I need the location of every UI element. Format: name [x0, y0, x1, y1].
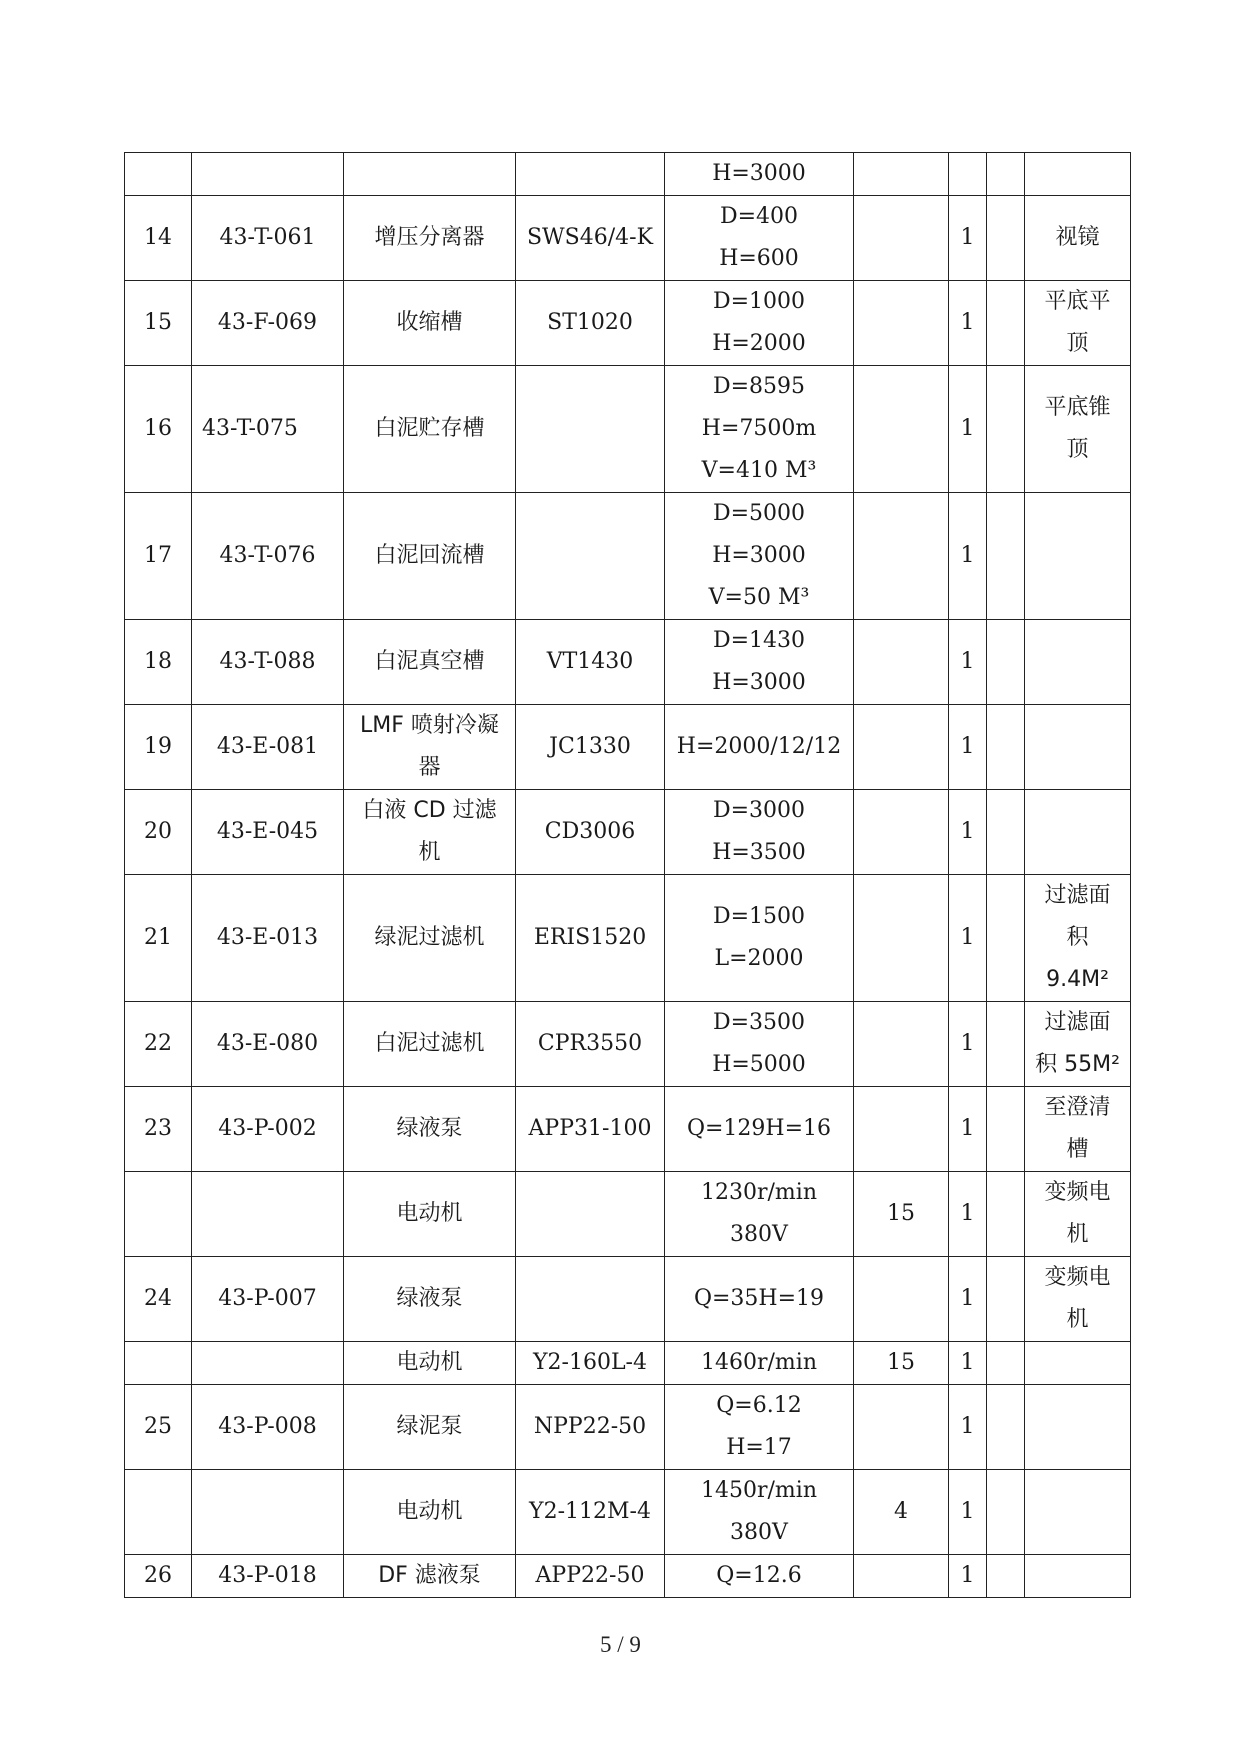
cell-extra	[987, 281, 1025, 366]
cell-equipment-name	[344, 196, 516, 281]
cell-model: ERIS1520	[516, 875, 665, 1002]
table-row	[125, 1002, 1131, 1087]
cell-equipment-name-line: 白泥真空槽	[374, 649, 485, 674]
cell-specification	[665, 281, 854, 366]
cell-specification-line: 380V	[730, 1520, 788, 1545]
cell-model: VT1430	[516, 620, 665, 705]
cell-remark-line: 过滤面	[1044, 1010, 1111, 1035]
cell-tag-number: 43-P-007	[192, 1257, 344, 1342]
table-row	[125, 1342, 1131, 1385]
cell-specification-line: D=8595	[712, 374, 806, 399]
cell-extra	[987, 790, 1025, 875]
cell-quantity	[949, 153, 987, 196]
cell-equipment-name	[344, 1002, 516, 1087]
cell-quantity: 1	[949, 790, 987, 875]
cell-power: 4	[854, 1470, 949, 1555]
cell-specification-line: H=3500	[712, 840, 806, 865]
cell-equipment-name-line: 电动机	[396, 1499, 463, 1524]
cell-equipment-name	[344, 620, 516, 705]
cell-model	[516, 493, 665, 620]
cell-remark-line: 变频电	[1044, 1265, 1111, 1290]
cell-specification-line: D=5000	[712, 501, 806, 526]
cell-model	[516, 366, 665, 493]
cell-tag-number: 43-T-088	[192, 620, 344, 705]
cell-tag-number: 43-P-008	[192, 1385, 344, 1470]
cell-remark-line: 变频电	[1044, 1180, 1111, 1205]
cell-tag-number: 43-P-002	[192, 1087, 344, 1172]
cell-specification	[665, 366, 854, 493]
cell-tag-number	[192, 1342, 344, 1385]
cell-specification	[665, 196, 854, 281]
cell-quantity: 1	[949, 1172, 987, 1257]
cell-equipment-name-line: 器	[418, 755, 441, 780]
cell-specification-line: 1230r/min	[701, 1180, 817, 1205]
table-row	[125, 366, 1131, 493]
cell-item-no: 15	[125, 281, 192, 366]
cell-remark	[1025, 1555, 1131, 1598]
cell-quantity: 1	[949, 705, 987, 790]
cell-quantity: 1	[949, 1470, 987, 1555]
cell-tag-number: 43-E-081	[192, 705, 344, 790]
cell-extra	[987, 875, 1025, 1002]
cell-quantity: 1	[949, 281, 987, 366]
cell-item-no	[125, 1470, 192, 1555]
cell-remark-line: 机	[1066, 1307, 1089, 1332]
cell-specification-line: D=1500	[712, 904, 806, 929]
cell-model: APP22-50	[516, 1555, 665, 1598]
table-row	[125, 153, 1131, 196]
cell-equipment-name	[344, 1257, 516, 1342]
table-row	[125, 1087, 1131, 1172]
table-row	[125, 1385, 1131, 1470]
cell-model: APP31-100	[516, 1087, 665, 1172]
cell-equipment-name-line: 白泥贮存槽	[374, 416, 485, 441]
cell-specification	[665, 875, 854, 1002]
cell-tag-number	[192, 1470, 344, 1555]
cell-remark-line: 平底锥	[1044, 395, 1111, 420]
cell-specification-line: L=2000	[714, 946, 804, 971]
cell-specification-line: 380V	[730, 1222, 788, 1247]
cell-item-no: 20	[125, 790, 192, 875]
cell-model: CD3006	[516, 790, 665, 875]
cell-specification	[665, 1002, 854, 1087]
cell-quantity: 1	[949, 366, 987, 493]
cell-tag-number: 43-T-075	[192, 366, 344, 493]
cell-specification-line: H=3000	[712, 543, 806, 568]
cell-equipment-name	[344, 705, 516, 790]
cell-remark	[1025, 620, 1131, 705]
cell-specification-line: H=3000	[712, 670, 806, 695]
cell-specification-line: H=2000/12/12	[676, 734, 842, 759]
table-row	[125, 620, 1131, 705]
cell-specification-line: D=1430	[712, 628, 806, 653]
cell-power	[854, 875, 949, 1002]
cell-equipment-name-line: DF 滤液泵	[378, 1563, 481, 1588]
cell-specification	[665, 493, 854, 620]
cell-power	[854, 1555, 949, 1598]
cell-model: JC1330	[516, 705, 665, 790]
cell-equipment-name-line: 电动机	[396, 1350, 463, 1375]
cell-model: Y2-160L-4	[516, 1342, 665, 1385]
cell-remark	[1025, 1470, 1131, 1555]
cell-equipment-name-line: 增压分离器	[374, 225, 485, 250]
cell-item-no: 22	[125, 1002, 192, 1087]
cell-remark	[1025, 1342, 1131, 1385]
cell-power	[854, 1257, 949, 1342]
cell-extra	[987, 705, 1025, 790]
cell-item-no: 24	[125, 1257, 192, 1342]
cell-equipment-name	[344, 790, 516, 875]
cell-extra	[987, 1257, 1025, 1342]
cell-extra	[987, 196, 1025, 281]
cell-power: 15	[854, 1342, 949, 1385]
cell-equipment-name	[344, 1342, 516, 1385]
cell-specification	[665, 1172, 854, 1257]
cell-specification-line: H=17	[726, 1435, 792, 1460]
cell-item-no: 19	[125, 705, 192, 790]
cell-equipment-name-line: 电动机	[396, 1201, 463, 1226]
cell-equipment-name	[344, 366, 516, 493]
cell-model: SWS46/4-K	[516, 196, 665, 281]
cell-equipment-name-line: LMF 喷射冷凝	[360, 713, 499, 738]
table-row	[125, 281, 1131, 366]
cell-specification-line: H=7500m	[701, 416, 817, 441]
cell-equipment-name	[344, 281, 516, 366]
cell-item-no: 26	[125, 1555, 192, 1598]
cell-model: Y2-112M-4	[516, 1470, 665, 1555]
cell-equipment-name	[344, 1087, 516, 1172]
cell-specification-line: 1460r/min	[701, 1350, 817, 1375]
cell-model: ST1020	[516, 281, 665, 366]
cell-extra	[987, 1470, 1025, 1555]
cell-quantity: 1	[949, 620, 987, 705]
cell-equipment-name-line: 绿液泵	[396, 1286, 463, 1311]
cell-model: CPR3550	[516, 1002, 665, 1087]
cell-specification	[665, 153, 854, 196]
cell-item-no: 18	[125, 620, 192, 705]
cell-equipment-name-line: 收缩槽	[396, 310, 463, 335]
cell-item-no: 17	[125, 493, 192, 620]
table-row	[125, 875, 1131, 1002]
cell-remark	[1025, 790, 1131, 875]
cell-tag-number: 43-E-080	[192, 1002, 344, 1087]
cell-specification-line: V=50 M³	[708, 585, 810, 610]
cell-quantity: 1	[949, 1385, 987, 1470]
cell-equipment-name	[344, 1385, 516, 1470]
cell-remark-line: 平底平	[1044, 289, 1111, 314]
cell-equipment-name-line: 机	[418, 840, 441, 865]
table-row	[125, 1470, 1131, 1555]
equipment-table-body	[125, 153, 1131, 1598]
cell-tag-number: 43-F-069	[192, 281, 344, 366]
table-row	[125, 1555, 1131, 1598]
cell-remark	[1025, 1087, 1131, 1172]
cell-tag-number: 43-E-013	[192, 875, 344, 1002]
cell-quantity: 1	[949, 493, 987, 620]
cell-remark	[1025, 1172, 1131, 1257]
cell-quantity: 1	[949, 1257, 987, 1342]
cell-extra	[987, 1087, 1025, 1172]
cell-equipment-name-line: 白泥过滤机	[374, 1031, 485, 1056]
cell-power	[854, 493, 949, 620]
cell-power: 15	[854, 1172, 949, 1257]
cell-remark-line: 机	[1066, 1222, 1089, 1247]
table-row	[125, 705, 1131, 790]
cell-power	[854, 790, 949, 875]
equipment-table	[124, 152, 1131, 1598]
cell-item-no	[125, 1342, 192, 1385]
cell-specification	[665, 705, 854, 790]
cell-remark-line: 积 55M²	[1035, 1052, 1120, 1077]
cell-remark	[1025, 366, 1131, 493]
cell-equipment-name	[344, 1470, 516, 1555]
cell-specification-line: D=400	[719, 204, 799, 229]
cell-equipment-name-line: 白泥回流槽	[374, 543, 485, 568]
cell-extra	[987, 620, 1025, 705]
cell-item-no	[125, 1172, 192, 1257]
cell-remark	[1025, 705, 1131, 790]
cell-item-no	[125, 153, 192, 196]
cell-extra	[987, 153, 1025, 196]
cell-remark	[1025, 281, 1131, 366]
cell-specification-line: Q=35H=19	[693, 1286, 825, 1311]
cell-quantity: 1	[949, 196, 987, 281]
table-row	[125, 196, 1131, 281]
cell-remark	[1025, 1257, 1131, 1342]
cell-equipment-name-line: 白液 CD 过滤	[362, 798, 497, 823]
cell-remark-line: 至澄清	[1044, 1095, 1111, 1120]
cell-model	[516, 153, 665, 196]
cell-tag-number: 43-T-061	[192, 196, 344, 281]
cell-extra	[987, 1172, 1025, 1257]
cell-remark	[1025, 196, 1131, 281]
cell-item-no: 25	[125, 1385, 192, 1470]
cell-extra	[987, 1385, 1025, 1470]
cell-remark-line: 槽	[1066, 1137, 1089, 1162]
cell-specification-line: Q=6.12	[716, 1393, 802, 1418]
cell-power	[854, 281, 949, 366]
cell-model	[516, 1172, 665, 1257]
table-row	[125, 493, 1131, 620]
cell-power	[854, 196, 949, 281]
cell-model: NPP22-50	[516, 1385, 665, 1470]
cell-specification	[665, 790, 854, 875]
cell-specification-line: D=3500	[712, 1010, 806, 1035]
cell-specification	[665, 1087, 854, 1172]
cell-remark-line: 视镜	[1055, 225, 1100, 250]
cell-power	[854, 1385, 949, 1470]
cell-equipment-name-line: 绿泥过滤机	[374, 925, 485, 950]
table-row	[125, 1172, 1131, 1257]
table-row	[125, 1257, 1131, 1342]
cell-equipment-name-line: 绿泥泵	[396, 1414, 463, 1439]
cell-specification-line: D=3000	[712, 798, 806, 823]
cell-remark-line: 9.4M²	[1046, 967, 1109, 992]
cell-quantity: 1	[949, 1342, 987, 1385]
cell-remark-line: 积	[1066, 925, 1089, 950]
cell-specification-line: H=5000	[712, 1052, 806, 1077]
cell-equipment-name	[344, 1172, 516, 1257]
cell-equipment-name	[344, 1555, 516, 1598]
cell-extra	[987, 493, 1025, 620]
cell-extra	[987, 1555, 1025, 1598]
cell-specification-line: 1450r/min	[701, 1478, 817, 1503]
cell-power	[854, 366, 949, 493]
cell-remark-line: 顶	[1066, 437, 1089, 462]
cell-tag-number: 43-E-045	[192, 790, 344, 875]
cell-quantity: 1	[949, 875, 987, 1002]
cell-extra	[987, 1342, 1025, 1385]
cell-model	[516, 1257, 665, 1342]
cell-equipment-name	[344, 493, 516, 620]
cell-remark-line: 顶	[1066, 331, 1089, 356]
cell-power	[854, 1087, 949, 1172]
cell-power	[854, 1002, 949, 1087]
cell-power	[854, 153, 949, 196]
cell-tag-number	[192, 1172, 344, 1257]
page-number: 5 / 9	[600, 1632, 641, 1657]
cell-power	[854, 620, 949, 705]
cell-item-no: 21	[125, 875, 192, 1002]
cell-specification	[665, 1555, 854, 1598]
cell-remark	[1025, 1002, 1131, 1087]
cell-specification	[665, 1342, 854, 1385]
cell-specification-line: Q=129H=16	[686, 1116, 832, 1141]
table-row	[125, 790, 1131, 875]
cell-equipment-name	[344, 875, 516, 1002]
cell-specification-line: V=410 M³	[701, 458, 817, 483]
cell-specification-line: H=2000	[712, 331, 806, 356]
cell-quantity: 1	[949, 1555, 987, 1598]
cell-tag-number: 43-P-018	[192, 1555, 344, 1598]
cell-remark	[1025, 153, 1131, 196]
cell-tag-number: 43-T-076	[192, 493, 344, 620]
cell-remark-line: 过滤面	[1044, 883, 1111, 908]
cell-specification-line: Q=12.6	[716, 1563, 802, 1588]
cell-item-no: 23	[125, 1087, 192, 1172]
cell-specification-line: H=600	[719, 246, 799, 271]
cell-equipment-name-line: 绿液泵	[396, 1116, 463, 1141]
cell-quantity: 1	[949, 1002, 987, 1087]
cell-remark	[1025, 875, 1131, 1002]
cell-specification	[665, 1385, 854, 1470]
cell-equipment-name	[344, 153, 516, 196]
cell-remark	[1025, 1385, 1131, 1470]
cell-specification	[665, 1257, 854, 1342]
cell-quantity: 1	[949, 1087, 987, 1172]
cell-specification	[665, 1470, 854, 1555]
cell-item-no: 14	[125, 196, 192, 281]
cell-extra	[987, 366, 1025, 493]
cell-extra	[987, 1002, 1025, 1087]
cell-tag-number	[192, 153, 344, 196]
cell-power	[854, 705, 949, 790]
cell-item-no: 16	[125, 366, 192, 493]
cell-remark	[1025, 493, 1131, 620]
cell-specification-line: D=1000	[712, 289, 806, 314]
cell-specification-line: H=3000	[712, 161, 806, 186]
cell-specification	[665, 620, 854, 705]
